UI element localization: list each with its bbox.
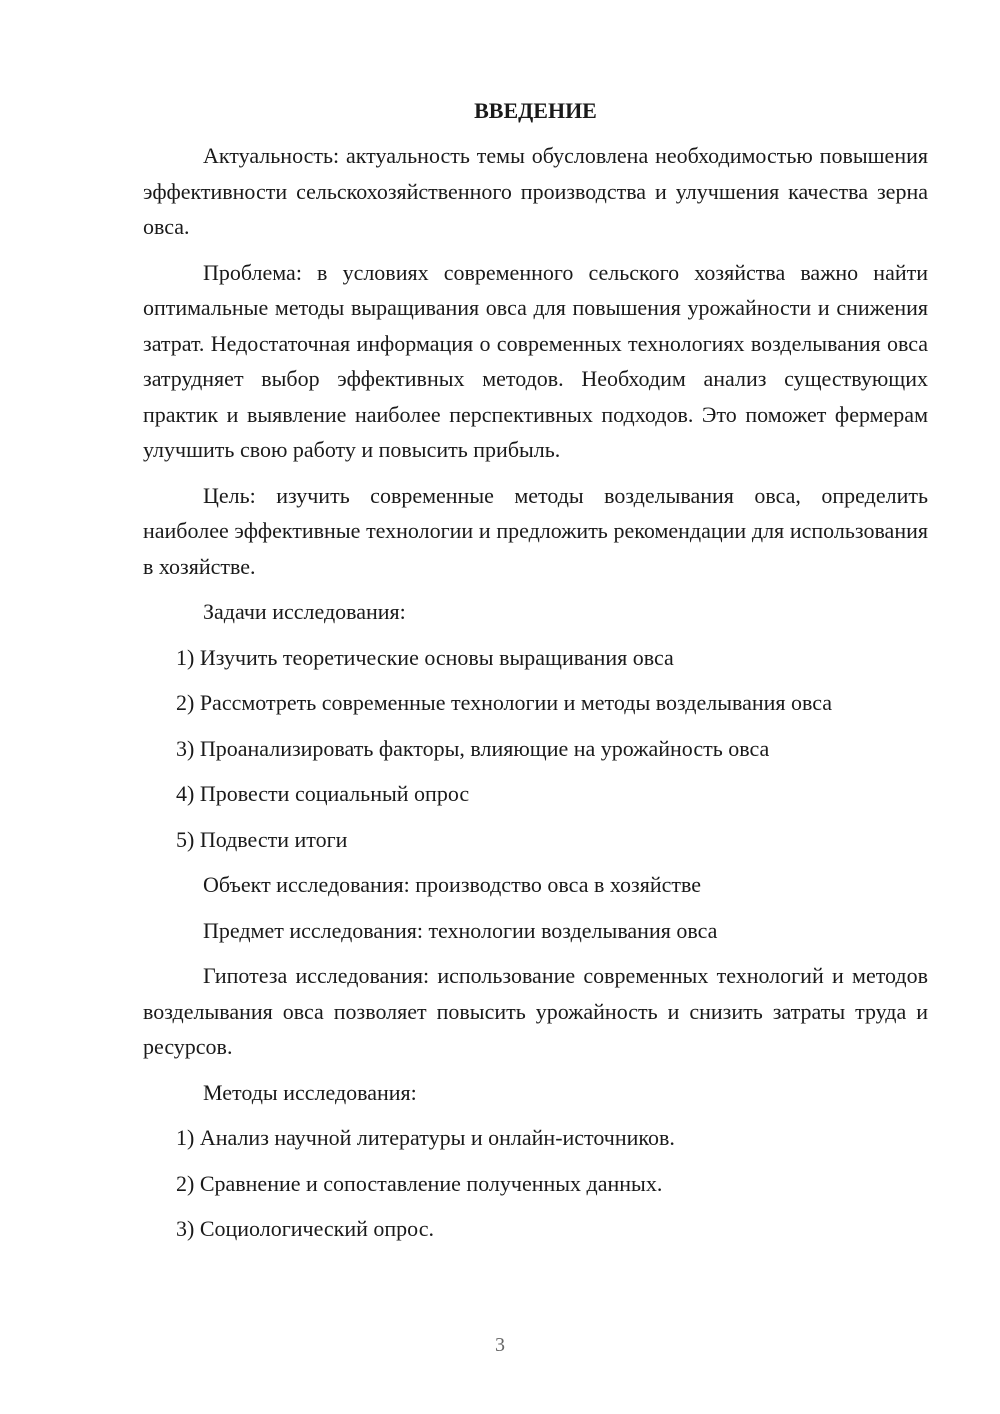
task-item: 3) Проанализировать факторы, влияющие на урожайность овса	[176, 735, 770, 761]
page-number: 3	[495, 1334, 505, 1356]
problem-paragraph: Проблема: в условиях современного сельского хозяйства важно найти оптимальные методы выращивания овса для повышения урожайности и снижения затрат. Недостаточная информация о современных технологиях возделывания овса затрудняет выбор эффективных методов. Необходим анализ существующих практик и выявление наиболее перспективных подходов. Это поможет фермерам улучшить свою работу и повысить прибыль.	[143, 259, 928, 462]
method-item: 2) Сравнение и сопоставление полученных данных.	[176, 1170, 663, 1196]
document-body	[143, 94, 928, 1257]
hypothesis-paragraph: Гипотеза исследования: использование современных технологий и методов возделывания овса позволяет повысить урожайность и снизить затраты труда и ресурсов.	[143, 963, 928, 1059]
tasks-heading: Задачи исследования:	[203, 599, 406, 624]
research-subject: Предмет исследования: технологии возделывания овса	[203, 917, 718, 943]
method-item: 3) Социологический опрос.	[176, 1216, 434, 1241]
task-item: 1) Изучить теоретические основы выращивания овса	[176, 644, 674, 670]
method-item: 1) Анализ научной литературы и онлайн-источников.	[176, 1125, 675, 1150]
research-object: Объект исследования: производство овса в хозяйстве	[203, 872, 702, 897]
task-item: 5) Подвести итоги	[176, 826, 348, 852]
relevance-paragraph: Актуальность: актуальность темы обусловлена необходимостью повышения эффективности сельскохозяйственного производства и улучшения качества зерна овса.	[143, 143, 928, 239]
section-title: ВВЕДЕНИЕ	[474, 98, 597, 123]
task-item: 2) Рассмотреть современные технологии и методы возделывания овса	[176, 690, 833, 715]
goal-paragraph: Цель: изучить современные методы возделывания овса, определить наиболее эффективные технологии и предложить рекомендации для использования в хозяйстве.	[143, 482, 928, 579]
task-item: 4) Провести социальный опрос	[176, 781, 470, 806]
methods-heading: Методы исследования:	[203, 1079, 417, 1105]
